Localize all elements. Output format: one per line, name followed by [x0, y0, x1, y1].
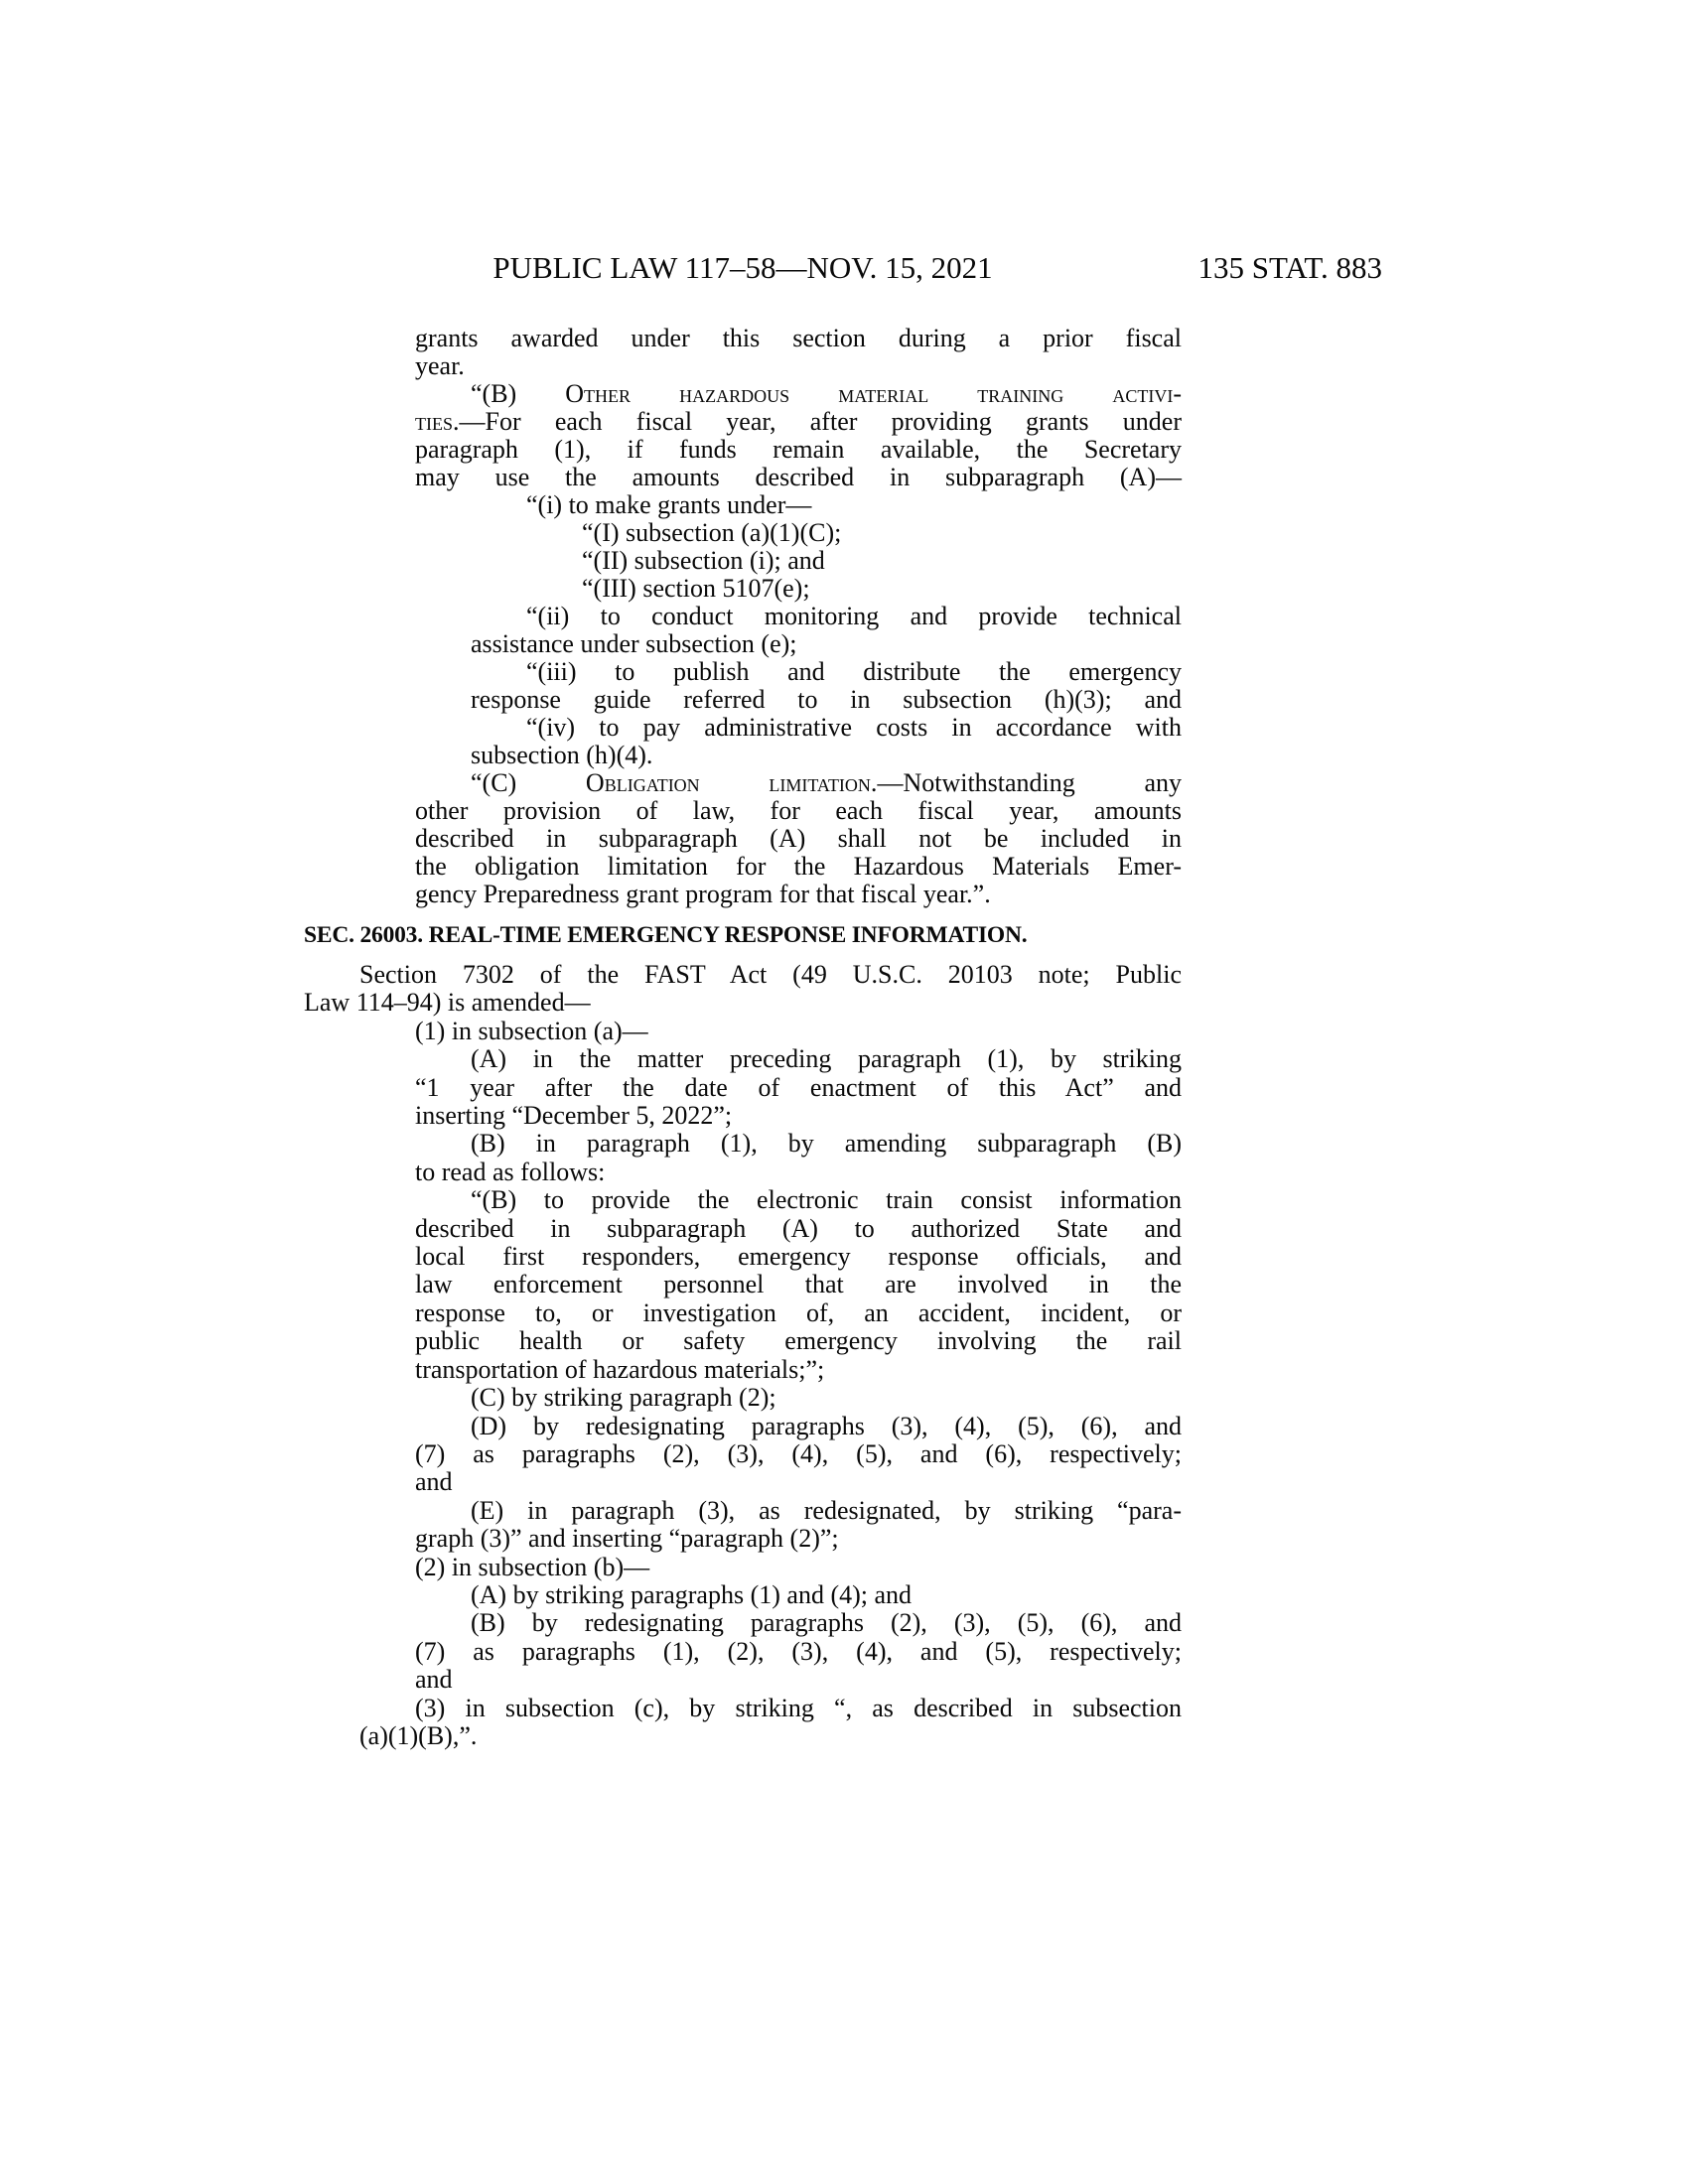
- body-text-block-top: [304, 325, 1182, 908]
- text-line: [304, 408, 1182, 436]
- text-segment: (D) by redesignating paragraphs (3), (4), (5), (6), and: [471, 1411, 1182, 1440]
- text-line: [304, 1468, 1182, 1496]
- text-line: [304, 797, 1182, 825]
- text-line: [304, 1018, 1182, 1045]
- smallcaps-segment: ties.: [415, 407, 460, 436]
- text-segment: may use the amounts described in subparagraph (A)—: [415, 463, 1182, 491]
- running-head-stat-page-number: 135 STAT. 883: [1197, 250, 1382, 285]
- text-segment: graph (3)” and inserting “paragraph (2)”;: [415, 1524, 839, 1554]
- text-segment: assistance under subsection (e);: [471, 629, 797, 658]
- text-segment: and: [415, 1665, 453, 1695]
- text-segment: (2) in subsection (b)—: [415, 1552, 650, 1581]
- text-line: [304, 1299, 1182, 1327]
- text-segment: (a)(1)(B),”.: [359, 1720, 478, 1750]
- text-segment: “(C): [471, 768, 586, 797]
- text-segment: —Notwithstanding any: [877, 768, 1183, 797]
- text-segment: other provision of law, for each fiscal year, amounts: [415, 796, 1182, 825]
- text-segment: to read as follows:: [415, 1157, 606, 1186]
- text-segment: Law 114–94) is amended—: [304, 988, 591, 1018]
- text-segment: inserting “December 5, 2022”;: [415, 1101, 733, 1131]
- text-line: [304, 1159, 1182, 1186]
- text-segment: and: [415, 1467, 453, 1497]
- text-line: [304, 1356, 1182, 1384]
- text-segment: the obligation limitation for the Hazardous Materials Emer-: [415, 852, 1182, 881]
- text-line: [304, 1666, 1182, 1694]
- text-segment: “(I) subsection (a)(1)(C);: [582, 518, 842, 547]
- text-line: [304, 825, 1182, 853]
- text-segment: law enforcement personnel that are involved in the: [415, 1270, 1182, 1299]
- text-segment: (3) in subsection (c), by striking “, as described in subsection: [415, 1693, 1182, 1722]
- text-line: [304, 464, 1182, 491]
- text-segment: (1) in subsection (a)—: [415, 1016, 648, 1045]
- text-segment: (A) by striking paragraphs (1) and (4); and: [471, 1579, 913, 1609]
- text-line: [304, 325, 1182, 352]
- text-line: [304, 658, 1182, 686]
- text-segment: subsection (h)(4).: [471, 741, 653, 769]
- text-line: [304, 603, 1182, 630]
- text-line: [304, 1186, 1182, 1214]
- text-line: [304, 769, 1182, 797]
- text-segment: “(iv) to pay administrative costs in accordance with: [526, 713, 1182, 742]
- text-segment: —For each fiscal year, after providing grants under: [459, 407, 1182, 436]
- text-segment: “(i) to make grants under—: [526, 490, 812, 519]
- text-segment: paragraph (1), if funds remain available, the Secretary: [415, 435, 1182, 464]
- text-line: [304, 575, 1182, 603]
- text-segment: public health or safety emergency involving the rail: [415, 1326, 1182, 1356]
- text-line: [304, 1609, 1182, 1637]
- text-segment: (7) as paragraphs (1), (2), (3), (4), and (5), respectively;: [415, 1636, 1182, 1666]
- text-segment: (E) in paragraph (3), as redesignated, by striking “para-: [471, 1495, 1182, 1525]
- text-segment: “(II) subsection (i); and: [582, 546, 825, 575]
- text-line: [304, 519, 1182, 547]
- running-head-law-title: PUBLIC LAW 117–58—NOV. 15, 2021: [492, 250, 993, 285]
- text-line: [304, 714, 1182, 742]
- text-line: [304, 1554, 1182, 1581]
- text-line: [304, 547, 1182, 575]
- text-line: [304, 1525, 1182, 1553]
- text-line: [304, 961, 1182, 989]
- text-line: [304, 1440, 1182, 1468]
- text-segment: Section 7302 of the FAST Act (49 U.S.C. 20103 note; Public: [359, 960, 1182, 989]
- text-segment: response to, or investigation of, an accident, incident, or: [415, 1297, 1182, 1327]
- text-line: [304, 1413, 1182, 1440]
- text-line: [304, 436, 1182, 464]
- text-line: [304, 630, 1182, 658]
- section-heading: SEC. 26003. REAL-TIME EMERGENCY RESPONSE INFORMATION.: [304, 922, 1028, 948]
- text-line: [304, 1271, 1182, 1298]
- text-segment: (C) by striking paragraph (2);: [471, 1383, 776, 1413]
- text-line: [304, 989, 1182, 1017]
- text-segment: described in subparagraph (A) shall not be included in: [415, 824, 1182, 853]
- text-segment: “1 year after the date of enactment of this Act” and: [415, 1072, 1182, 1102]
- text-segment: year.: [415, 351, 465, 380]
- text-line: [304, 1243, 1182, 1271]
- body-text-block-bottom: [304, 961, 1182, 1750]
- text-line: [304, 1384, 1182, 1412]
- text-segment: “(B) to provide the electronic train consist information: [471, 1185, 1182, 1215]
- text-line: [304, 491, 1182, 519]
- text-line: [304, 380, 1182, 408]
- text-line: [304, 1722, 1182, 1750]
- text-segment: described in subparagraph (A) to authorized State and: [415, 1213, 1182, 1243]
- text-line: [304, 352, 1182, 380]
- text-segment: “(B): [471, 379, 566, 408]
- text-line: [304, 1638, 1182, 1666]
- text-segment: grants awarded under this section during a prior fiscal: [415, 324, 1182, 352]
- text-line: [304, 686, 1182, 714]
- text-segment: transportation of hazardous materials;”;: [415, 1354, 825, 1384]
- text-segment: (A) in the matter preceding paragraph (1), by striking: [471, 1044, 1182, 1074]
- text-line: [304, 1695, 1182, 1722]
- text-line: [304, 1074, 1182, 1102]
- text-line: [304, 1215, 1182, 1243]
- text-line: [304, 853, 1182, 881]
- text-line: [304, 742, 1182, 769]
- text-line: [304, 1102, 1182, 1130]
- text-line: [304, 881, 1182, 908]
- text-line: [304, 1581, 1182, 1609]
- smallcaps-segment: Obligation limitation.: [585, 768, 878, 797]
- text-segment: (7) as paragraphs (2), (3), (4), (5), and (6), respectively;: [415, 1438, 1182, 1468]
- text-line: [304, 1130, 1182, 1158]
- text-segment: gency Preparedness grant program for that fiscal year.”.: [415, 880, 991, 908]
- text-segment: “(III) section 5107(e);: [582, 574, 810, 603]
- text-segment: (B) in paragraph (1), by amending subparagraph (B): [471, 1129, 1182, 1159]
- text-segment: (B) by redesignating paragraphs (2), (3), (5), (6), and: [471, 1608, 1182, 1638]
- text-segment: “(ii) to conduct monitoring and provide technical: [526, 602, 1182, 630]
- text-line: [304, 1327, 1182, 1355]
- smallcaps-segment: Other hazardous material training activi-: [565, 379, 1182, 408]
- text-line: [304, 1045, 1182, 1073]
- text-line: [304, 1497, 1182, 1525]
- text-segment: local first responders, emergency response officials, and: [415, 1242, 1182, 1272]
- text-segment: response guide referred to in subsection (h)(3); and: [471, 685, 1182, 714]
- text-segment: “(iii) to publish and distribute the emergency: [526, 657, 1182, 686]
